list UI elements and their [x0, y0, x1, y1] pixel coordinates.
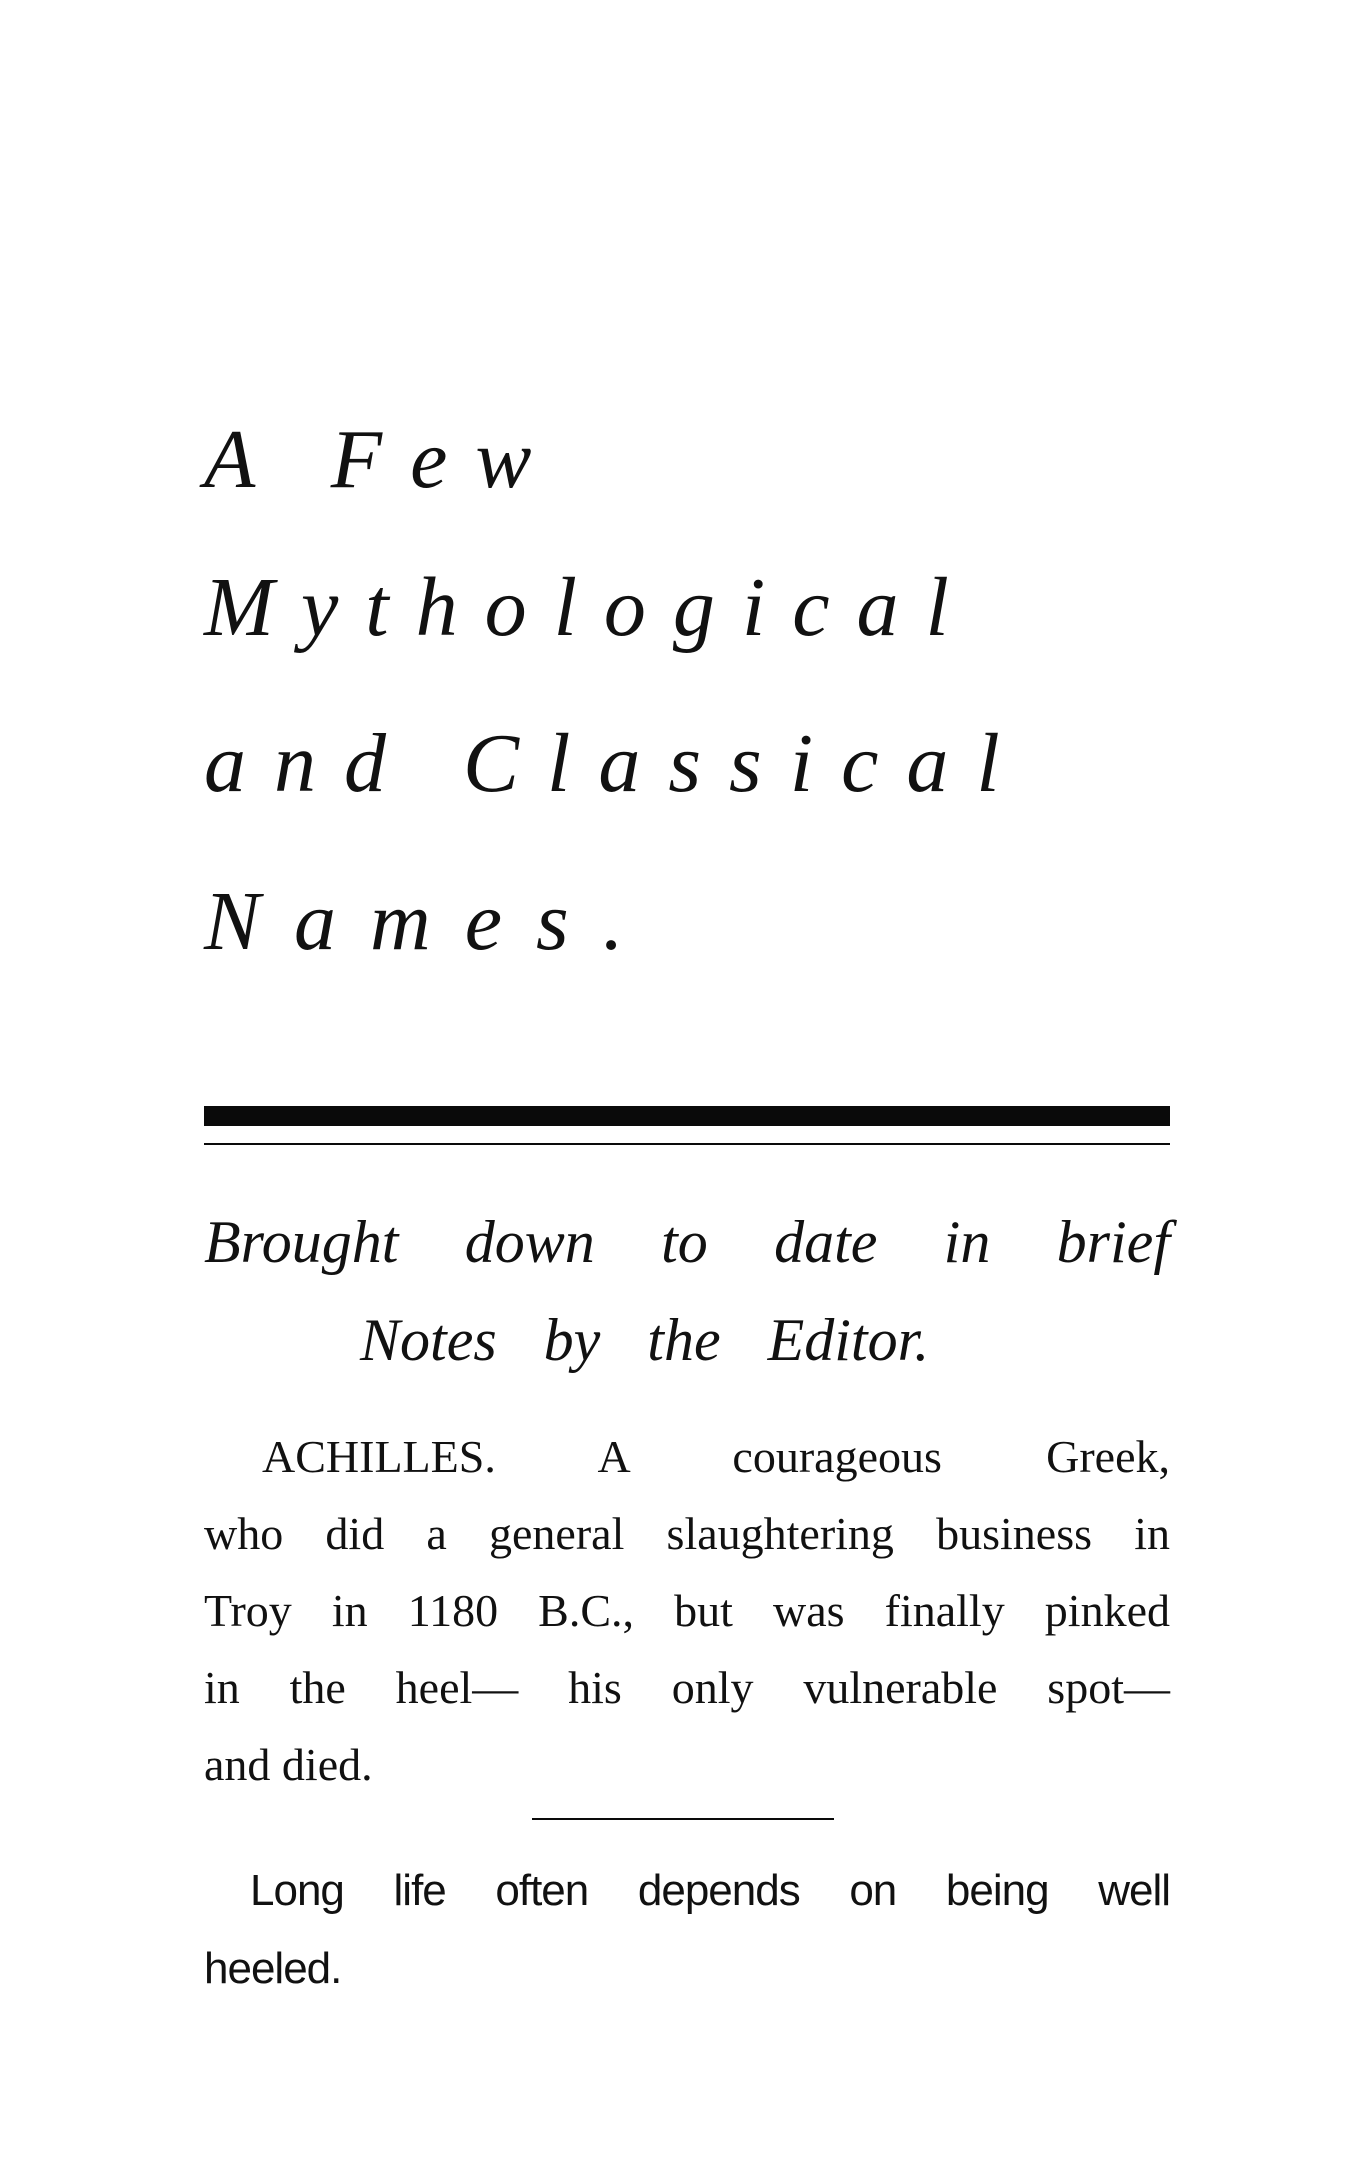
- title-line-4: Names.: [204, 875, 658, 968]
- title-line-2: Mythological: [204, 561, 976, 654]
- thin-rule-divider: [204, 1143, 1170, 1145]
- entry-line: Troy in 1180 B.C., but was finally pinked: [204, 1585, 1170, 1636]
- title-line-3: and Classical: [204, 717, 1028, 810]
- entry-line: ACHILLES. A courageous Greek,: [262, 1431, 1170, 1482]
- achilles-entry: [204, 1418, 1170, 1803]
- thick-rule-divider: [204, 1106, 1170, 1126]
- title-line-1: A Few: [204, 413, 560, 506]
- entry-line: and died.: [204, 1739, 373, 1790]
- quip-line: Long life often depends on being well: [250, 1866, 1170, 1915]
- quip-paragraph: [204, 1852, 1170, 2008]
- subtitle-line-1: Brought down to date in brief: [204, 1209, 1170, 1275]
- quip-line: heeled.: [204, 1944, 342, 1993]
- entry-line: in the heel— his only vulnerable spot—: [204, 1662, 1170, 1713]
- subtitle-line-2: Notes by the Editor.: [360, 1307, 930, 1373]
- short-rule-divider: [532, 1818, 834, 1820]
- entry-line: who did a general slaughtering business in: [204, 1508, 1170, 1559]
